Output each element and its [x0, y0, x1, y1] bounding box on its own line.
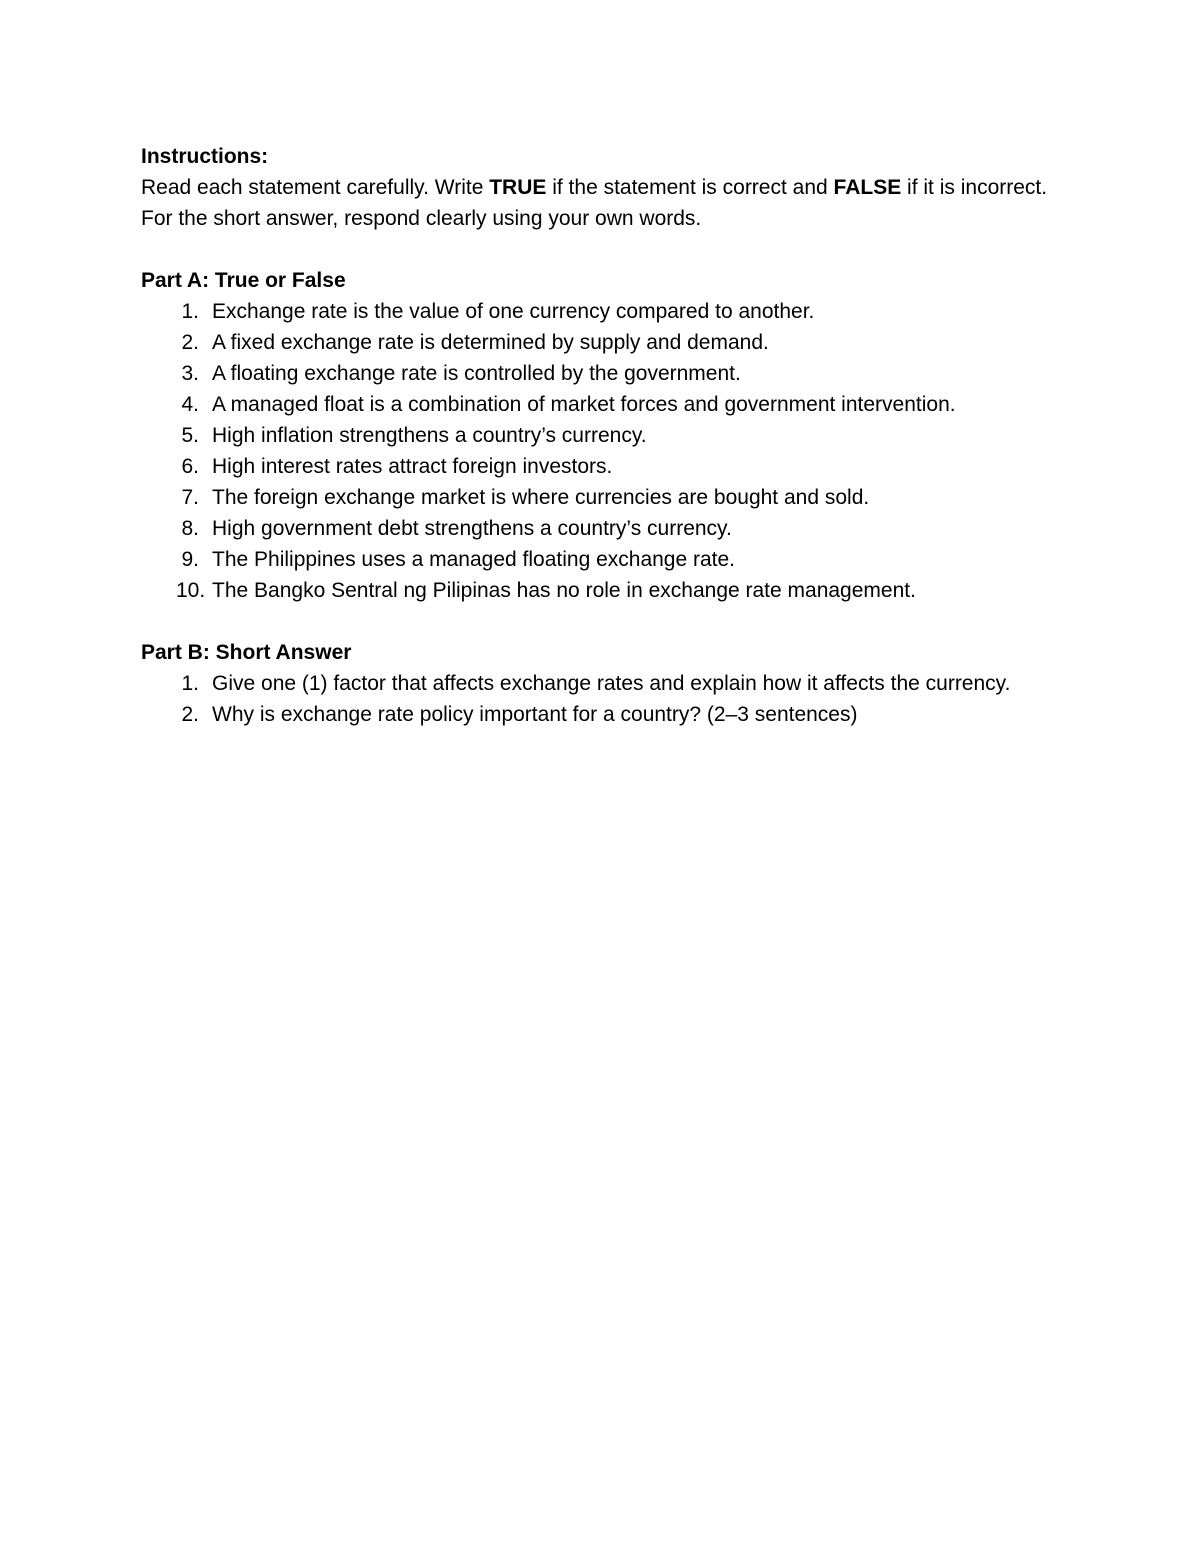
item-number: 3. [181, 362, 199, 385]
item-text: Give one (1) factor that affects exchange rates and explain how it affects the currency. [212, 672, 1011, 695]
list-item [141, 575, 1071, 606]
list-item [141, 420, 1071, 451]
item-number: 5. [181, 424, 199, 447]
part-b-heading: Part B: Short Answer [141, 641, 352, 664]
item-number: 7. [181, 486, 199, 509]
instructions-text-part-2: if the statement is correct and [546, 176, 834, 199]
list-item [141, 358, 1071, 389]
spacer [141, 234, 1071, 265]
instructions-text [141, 172, 1071, 234]
instructions-text-part-3: if it is incorrect. For the short answer, respond clearly using your own words. [141, 176, 1048, 230]
item-text: Exchange rate is the value of one currency compared to another. [212, 300, 815, 323]
part-a-heading: Part A: True or False [141, 269, 346, 292]
true-keyword: TRUE [489, 176, 547, 199]
list-item [141, 451, 1071, 482]
list-item [141, 327, 1071, 358]
list-item [141, 482, 1071, 513]
false-keyword: FALSE [833, 176, 902, 199]
item-text: A fixed exchange rate is determined by supply and demand. [212, 331, 769, 354]
instructions-text-part-1: Read each statement carefully. Write [141, 176, 490, 199]
list-item [141, 296, 1071, 327]
item-text: High inflation strengthens a country’s currency. [212, 424, 647, 447]
item-text: High interest rates attract foreign investors. [212, 455, 613, 478]
item-text: The Philippines uses a managed floating exchange rate. [212, 548, 736, 571]
list-item [141, 699, 1071, 730]
part-b-list [141, 668, 1071, 730]
item-number: 6. [181, 455, 199, 478]
document-body [141, 141, 1071, 730]
item-number: 8. [181, 517, 199, 540]
item-text: A floating exchange rate is controlled by the government. [212, 362, 741, 385]
list-item [141, 513, 1071, 544]
spacer [141, 606, 1071, 637]
item-text: High government debt strengthens a country’s currency. [212, 517, 732, 540]
item-text: The foreign exchange market is where currencies are bought and sold. [212, 486, 870, 509]
part-a-list [141, 296, 1071, 606]
item-text: Why is exchange rate policy important for a country? (2–3 sentences) [212, 703, 858, 726]
item-number: 4. [181, 393, 199, 416]
list-item [141, 544, 1071, 575]
item-number: 1. [181, 672, 199, 695]
instructions-heading: Instructions: [141, 145, 269, 168]
item-number: 2. [181, 331, 199, 354]
item-number: 9. [181, 548, 199, 571]
list-item [141, 389, 1071, 420]
item-number: 2. [181, 703, 199, 726]
item-number: 10. [176, 579, 206, 602]
list-item [141, 668, 1071, 699]
item-text: A managed float is a combination of market forces and government intervention. [212, 393, 956, 416]
item-text: The Bangko Sentral ng Pilipinas has no role in exchange rate management. [212, 579, 916, 602]
item-number: 1. [181, 300, 199, 323]
